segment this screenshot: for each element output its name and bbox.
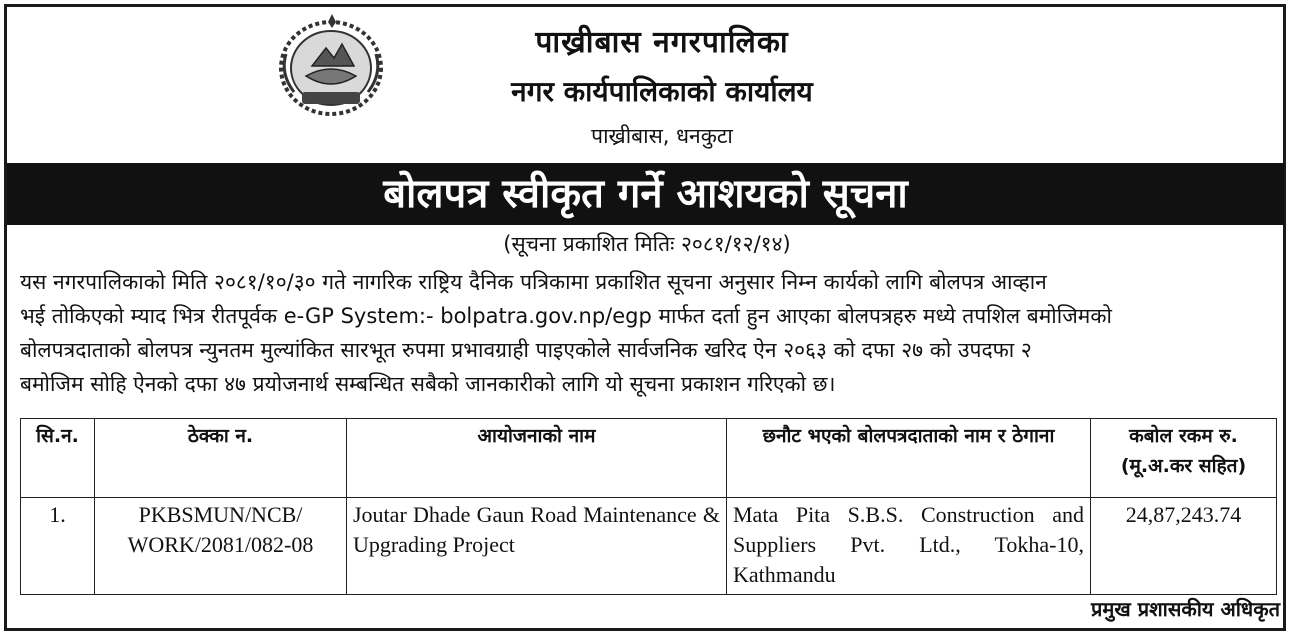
header-sn: सि.न. bbox=[21, 419, 95, 498]
header-amount: कबोल रकम रु. (मू.अ.कर सहित) bbox=[1091, 419, 1277, 498]
cell-amount: 24,87,243.74 bbox=[1091, 498, 1277, 595]
office-name: नगर कार्यपालिकाको कार्यालय bbox=[511, 75, 813, 108]
cell-project: Joutar Dhade Gaun Road Maintenance & Upgrading Project bbox=[347, 498, 727, 595]
notice-body-line: बमोजिम सोहि ऐनको दफा ४७ प्रयोजनार्थ सम्बन्धित सबैको जानकारीको लागि यो सूचना प्रकाशन गरिएको छ। bbox=[20, 372, 836, 396]
signatory-title: प्रमुख प्रशासकीय अधिकृत bbox=[1091, 597, 1280, 621]
table-header-row bbox=[21, 419, 1277, 498]
table-row bbox=[21, 498, 1277, 595]
notice-title: बोलपत्र स्वीकृत गर्ने आशयको सूचना bbox=[383, 171, 908, 217]
notice-title-banner bbox=[7, 163, 1284, 225]
cell-contract-no: PKBSMUN/NCB/ WORK/2081/082-08 bbox=[95, 498, 347, 595]
award-table bbox=[20, 418, 1277, 595]
header-bidder: छनौट भएको बोलपत्रदाताको नाम र ठेगाना bbox=[727, 419, 1091, 498]
organization-name: पाख्रीबास नगरपालिका bbox=[535, 25, 789, 60]
cell-sn: 1. bbox=[21, 498, 95, 595]
office-address: पाख्रीबास, धनकुटा bbox=[591, 124, 733, 148]
notice-body bbox=[20, 265, 1274, 401]
publication-date: (सूचना प्रकाशित मितिः २०८१/१२/१४) bbox=[503, 232, 791, 256]
notice-body-line: भई तोकिएको म्याद भित्र रीतपूर्वक e-GP System:- bolpatra.gov.np/egp मार्फत दर्ता हुन आएका बोलपत्रहरु मध्ये तपशिल बमोजिमको bbox=[20, 304, 1112, 328]
header-project: आयोजनाको नाम bbox=[347, 419, 727, 498]
notice-body-line: यस नगरपालिकाको मिति २०८१/१०/३० गते नागरिक राष्ट्रिय दैनिक पत्रिकामा प्रकाशित सूचना अनुसार निम्न कार्यको लागि बोलपत्र आव्हान bbox=[20, 270, 1047, 294]
header-contract-no: ठेक्का न. bbox=[95, 419, 347, 498]
notice-body-line: बोलपत्रदाताको बोलपत्र न्युनतम मुल्यांकित सारभूत रुपमा प्रभावग्राही पाइएकोले सार्वजनिक खरिद ऐन २०६३ को दफा २७ को उपदफा २ bbox=[20, 338, 1032, 362]
cell-bidder: Mata Pita S.B.S. Construction and Suppliers Pvt. Ltd., Tokha-10, Kathmandu bbox=[727, 498, 1091, 595]
